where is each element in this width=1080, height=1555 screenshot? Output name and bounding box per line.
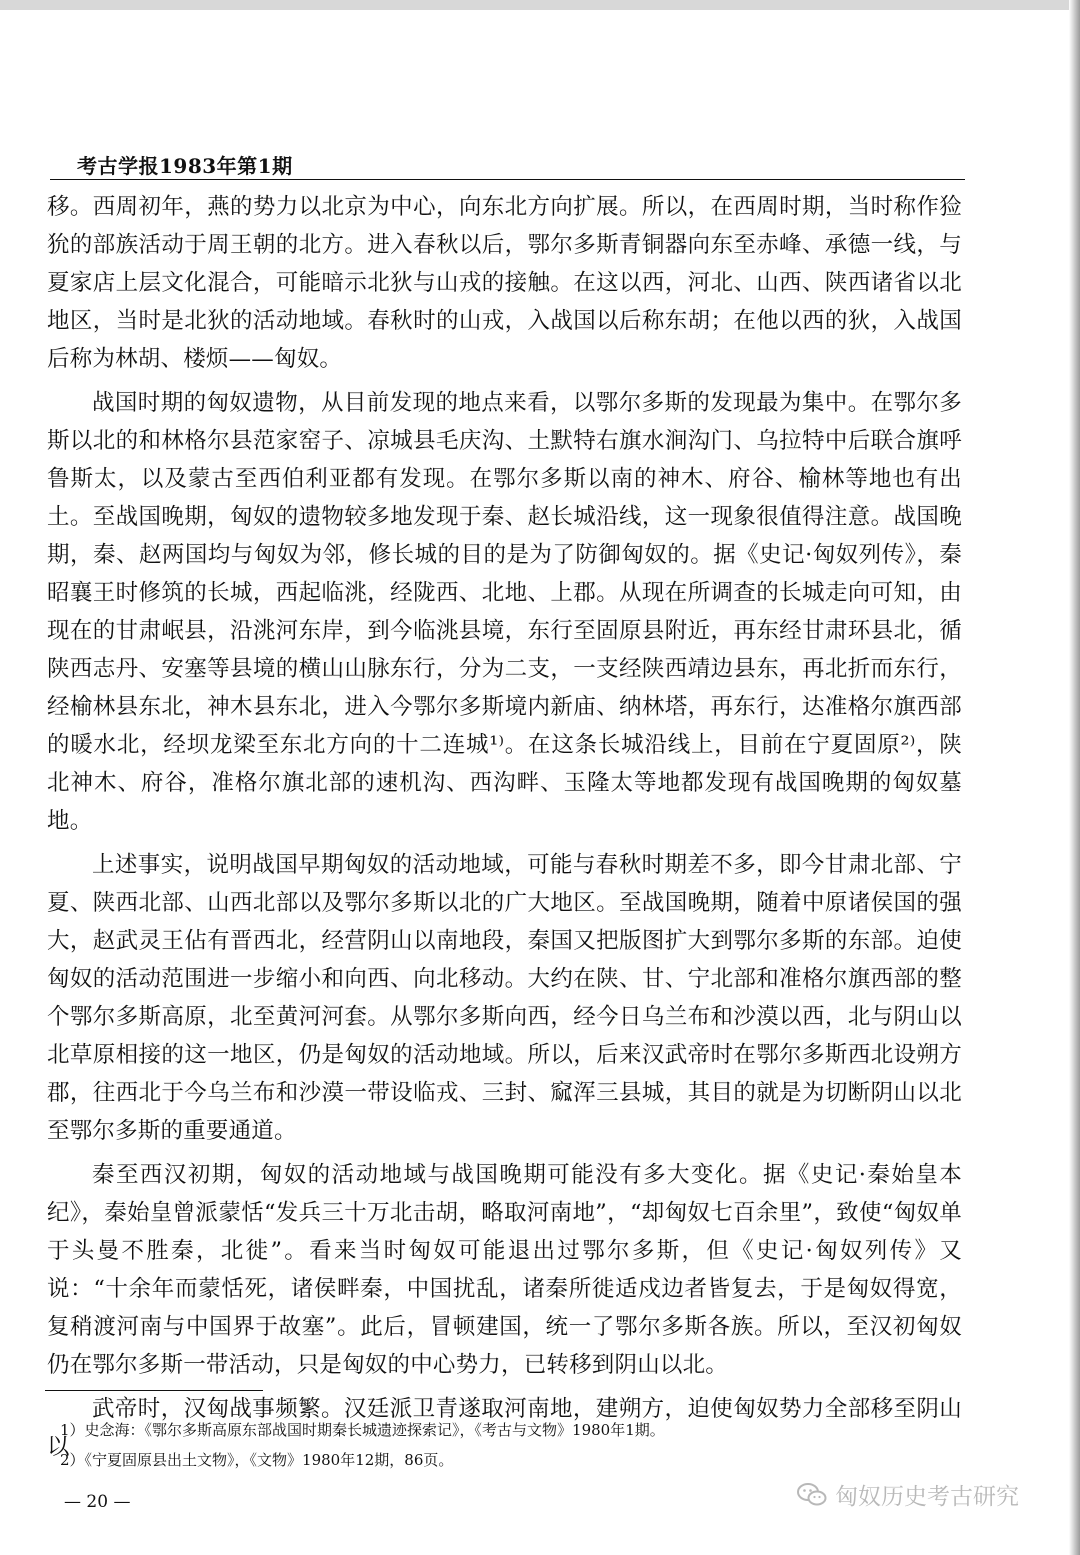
scan-edge-top <box>0 0 1080 10</box>
footnotes <box>60 1415 960 1475</box>
watermark <box>797 1478 1019 1511</box>
main-text <box>47 188 962 1466</box>
paragraph: 上述事实，说明战国早期匈奴的活动地域，可能与春秋时期差不多，即今甘肃北部、宁夏、陕西北部、山西北部以及鄂尔多斯以北的广大地区。至战国晚期，随着中原诸侯国的强大，赵武灵王佔有晋西北，经营阴山以南地段，秦国又把版图扩大到鄂尔多斯的东部。迫使匈奴的活动范围进一步缩小和向西、向北移动。大约在陕、甘、宁北部和准格尔旗西部的整个鄂尔多斯高原，北至黄河河套。从鄂尔多斯向西，经今日乌兰布和沙漠以西，北与阴山以北草原相接的这一地区，仍是匈奴的活动地域。所以，后来汉武帝时在鄂尔多斯西北设朔方郡，往西北于今乌兰布和沙漠一带设临戎、三封、窳浑三县城，其目的就是为切断阴山以北至鄂尔多斯的重要通道。 <box>47 852 962 1144</box>
header-rule <box>50 179 965 180</box>
paragraph: 秦至西汉初期，匈奴的活动地域与战国晚期可能没有多大变化。据《史记·秦始皇本纪》，秦始皇曾派蒙恬“发兵三十万北击胡，略取河南地”，“却匈奴七百余里”，致使“匈奴单于头曼不胜秦，北徙”。看来当时匈奴可能退出过鄂尔多斯，但《史记·匈奴列传》又说：“十余年而蒙恬死，诸侯畔秦，中国扰乱，诸秦所徙适戍边者皆复去，于是匈奴得宽，复稍渡河南与中国界于故塞”。此后，冒顿建国，统一了鄂尔多斯各族。所以，至汉初匈奴仍在鄂尔多斯一带活动，只是匈奴的中心势力，已转移到阴山以北。 <box>47 1162 962 1378</box>
paragraph: 武帝时，汉匈战事频繁。汉廷派卫青遂取河南地，建朔方，迫使匈奴势力全部移至阴山以 <box>47 1396 962 1460</box>
scan-edge-right <box>1069 0 1080 1555</box>
page-number: — 20 — <box>64 1492 131 1512</box>
footnote: 1）史念海：《鄂尔多斯高原东部战国时期秦长城遗迹探索记》，《考古与文物》1980年1期。 <box>60 1421 665 1439</box>
running-header: 考古学报1983年第1期 <box>77 154 293 178</box>
paragraph: 移。西周初年，燕的势力以北京为中心，向东北方向扩展。所以，在西周时期，当时称作猃狁的部族活动于周王朝的北方。进入春秋以后，鄂尔多斯青铜器向东至赤峰、承德一线，与夏家店上层文化混合，可能暗示北狄与山戎的接触。在这以西，河北、山西、陕西诸省以北地区，当时是北狄的活动地域。春秋时的山戎，入战国以后称东胡；在他以西的狄，入战国后称为林胡、楼烦——匈奴。 <box>47 194 962 372</box>
wechat-icon <box>797 1482 827 1508</box>
footnote-rule <box>45 1390 263 1391</box>
paragraph: 战国时期的匈奴遗物，从目前发现的地点来看，以鄂尔多斯的发现最为集中。在鄂尔多斯以北的和林格尔县范家窑子、凉城县毛庆沟、土默特右旗水涧沟门、乌拉特中后联合旗呼鲁斯太，以及蒙古至西伯利亚都有发现。在鄂尔多斯以南的神木、府谷、榆林等地也有出土。至战国晚期，匈奴的遗物较多地发现于秦、赵长城沿线，这一现象很值得注意。战国晚期，秦、赵两国均与匈奴为邻，修长城的目的是为了防御匈奴的。据《史记·匈奴列传》，秦昭襄王时修筑的长城，西起临洮，经陇西、北地、上郡。从现在所调查的长城走向可知，由现在的甘肃岷县，沿洮河东岸，到今临洮县境，东行至固原县附近，再东经甘肃环县北，循陕西志丹、安塞等县境的横山山脉东行，分为二支，一支经陕西靖边县东，再北折而东行，经榆林县东北，神木县东北，进入今鄂尔多斯境内新庙、纳林塔，再东行，达准格尔旗西部的暖水北，经坝龙梁至东北方向的十二连城¹⁾。在这条长城沿线上，目前在宁夏固原²⁾，陕北神木、府谷，准格尔旗北部的速机沟、西沟畔、玉隆太等地都发现有战国晚期的匈奴墓地。 <box>47 390 962 834</box>
footnote: 2）《宁夏固原县出土文物》，《文物》1980年12期，86页。 <box>60 1451 454 1469</box>
watermark-text: 匈奴历史考古研究 <box>835 1484 1019 1510</box>
